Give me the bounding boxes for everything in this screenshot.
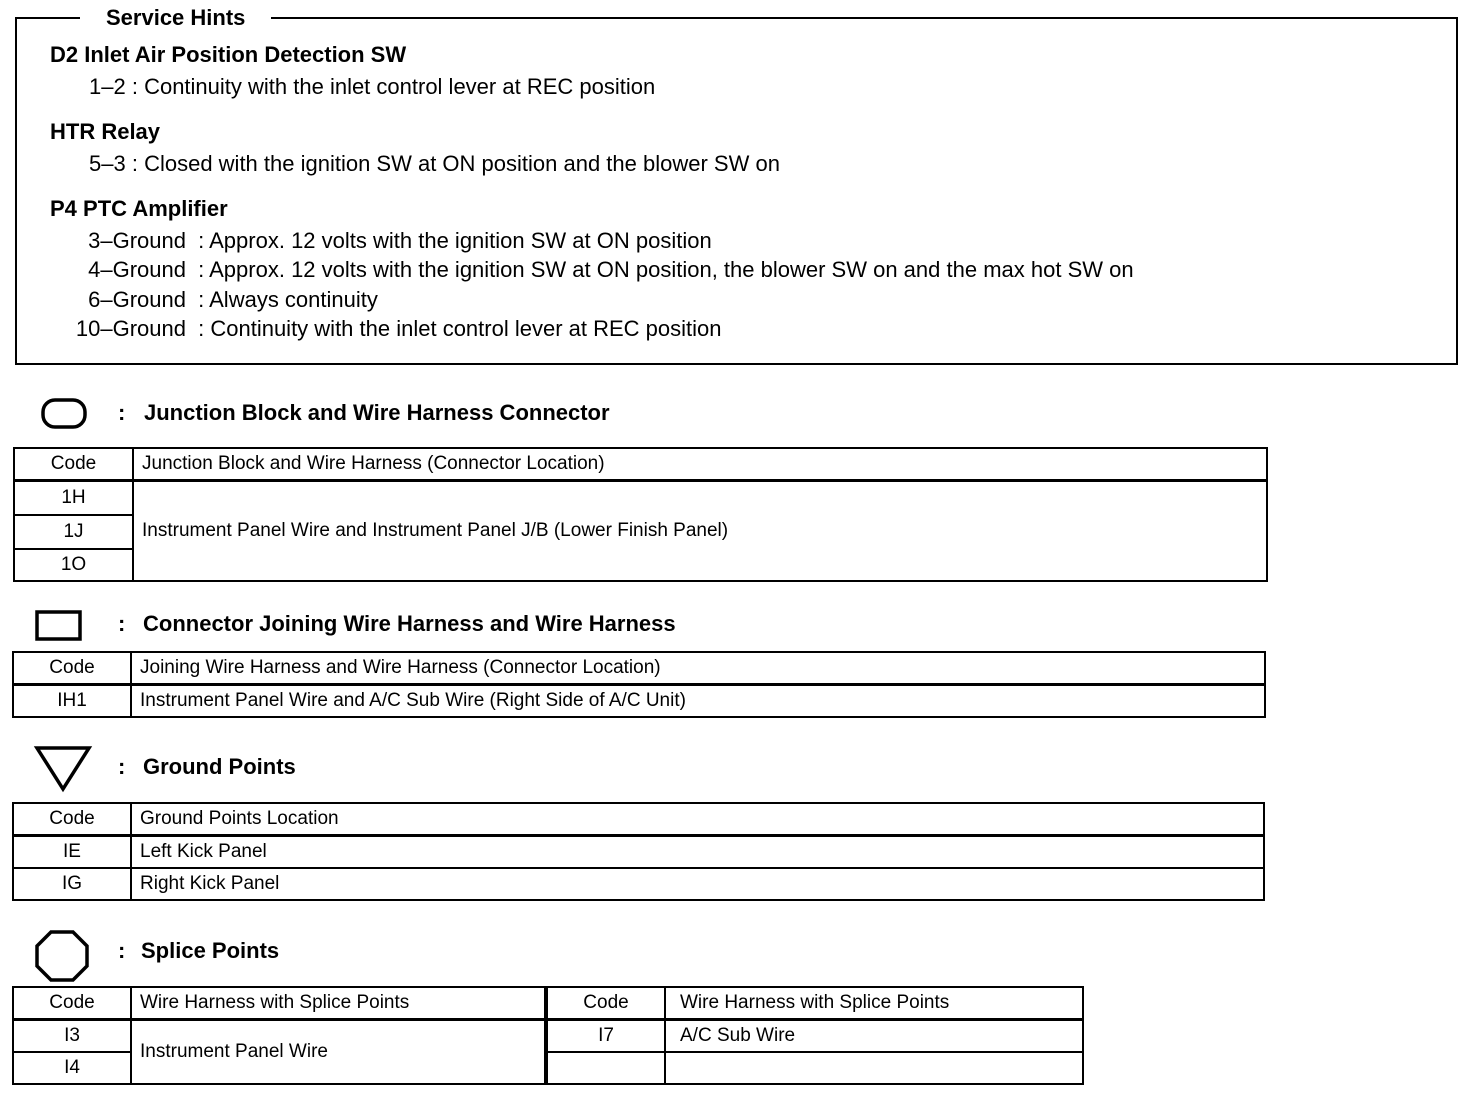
header-desc: Joining Wire Harness and Wire Harness (Connector Location) [131, 652, 1265, 685]
table-header-row [13, 652, 1265, 685]
colon: : [118, 754, 126, 779]
colon: : [118, 938, 126, 963]
hint-text: : Always continuity [198, 287, 378, 312]
desc-cell-empty [665, 1052, 1083, 1084]
section-title-ground-points: Ground Points [143, 754, 296, 779]
code-cell: I3 [13, 1020, 131, 1053]
hint-pins: 5–3 [89, 151, 126, 176]
code-cell: I4 [13, 1052, 131, 1084]
hint-text: : Approx. 12 volts with the ignition SW at ON position, the blower SW on and the max hot SW on [198, 257, 1134, 282]
splice-points-table-right [546, 986, 1084, 1085]
hint-pins: 1–2 [89, 74, 126, 99]
desc-cell: Left Kick Panel [131, 836, 1264, 869]
hint-text: : Continuity with the inlet control lever at REC position [131, 74, 656, 99]
table-row [13, 868, 1264, 900]
table-row [13, 685, 1265, 718]
hint-pins: 10–Ground [75, 316, 186, 341]
header-code: Code [14, 448, 133, 481]
table-row-empty [547, 1052, 1083, 1084]
colon: : [118, 400, 126, 425]
rounded-rectangle-icon [38, 396, 92, 432]
header-desc: Wire Harness with Splice Points [131, 987, 545, 1020]
header-desc: Ground Points Location [131, 803, 1264, 836]
hint-heading-htr-relay: HTR Relay [50, 119, 161, 144]
colon: : [118, 611, 126, 636]
hint-line [0, 256, 1134, 284]
table-row [13, 836, 1264, 869]
splice-points-table-left [12, 986, 546, 1085]
header-desc: Junction Block and Wire Harness (Connector Location) [133, 448, 1267, 481]
header-code: Code [13, 987, 131, 1020]
header-code: Code [13, 652, 131, 685]
table-row [13, 1020, 545, 1053]
ground-points-table [12, 802, 1265, 901]
code-cell: IH1 [13, 685, 131, 718]
code-cell-empty [547, 1052, 665, 1084]
header-code: Code [13, 803, 131, 836]
hint-line [89, 150, 780, 178]
code-cell: I7 [547, 1020, 665, 1053]
hint-line [0, 315, 721, 343]
header-code: Code [547, 987, 665, 1020]
table-row [14, 481, 1267, 516]
hint-pins: 3–Ground [88, 228, 186, 253]
hint-line [89, 73, 655, 101]
hint-line [0, 286, 378, 314]
desc-cell: Right Kick Panel [131, 868, 1264, 900]
hint-text: : Closed with the ignition SW at ON position and the blower SW on [131, 151, 780, 176]
table-header-row [547, 987, 1083, 1020]
hint-text: : Approx. 12 volts with the ignition SW at ON position [198, 228, 712, 253]
section-title-connector-joining: Connector Joining Wire Harness and Wire Harness [143, 611, 676, 636]
header-desc: Wire Harness with Splice Points [665, 987, 1083, 1020]
hint-pins: 4–Ground [88, 257, 186, 282]
desc-cell: Instrument Panel Wire [131, 1020, 545, 1085]
desc-cell: Instrument Panel Wire and A/C Sub Wire (Right Side of A/C Unit) [131, 685, 1265, 718]
hint-heading-d2: D2 Inlet Air Position Detection SW [50, 42, 407, 67]
octagon-icon [34, 929, 90, 983]
hint-heading-p4: P4 PTC Amplifier [50, 196, 228, 221]
hint-pins: 6–Ground [88, 287, 186, 312]
hint-line [0, 227, 712, 255]
code-cell: 1O [14, 549, 133, 581]
section-title-splice-points: Splice Points [141, 938, 280, 963]
code-cell: IE [13, 836, 131, 869]
triangle-icon [32, 743, 94, 795]
desc-cell: Instrument Panel Wire and Instrument Panel J/B (Lower Finish Panel) [133, 481, 1267, 582]
connector-joining-table [12, 651, 1266, 718]
hint-text: : Continuity with the inlet control lever at REC position [198, 316, 722, 341]
table-header-row [14, 448, 1267, 481]
service-hints-title: Service Hints [80, 4, 271, 32]
section-title-junction-block: Junction Block and Wire Harness Connector [144, 400, 610, 425]
rectangle-icon [34, 609, 84, 643]
table-header-row [13, 803, 1264, 836]
desc-cell: A/C Sub Wire [665, 1020, 1083, 1053]
table-header-row [13, 987, 545, 1020]
table-row [547, 1020, 1083, 1053]
junction-block-table [13, 447, 1268, 582]
code-cell: 1J [14, 515, 133, 549]
code-cell: 1H [14, 481, 133, 516]
code-cell: IG [13, 868, 131, 900]
